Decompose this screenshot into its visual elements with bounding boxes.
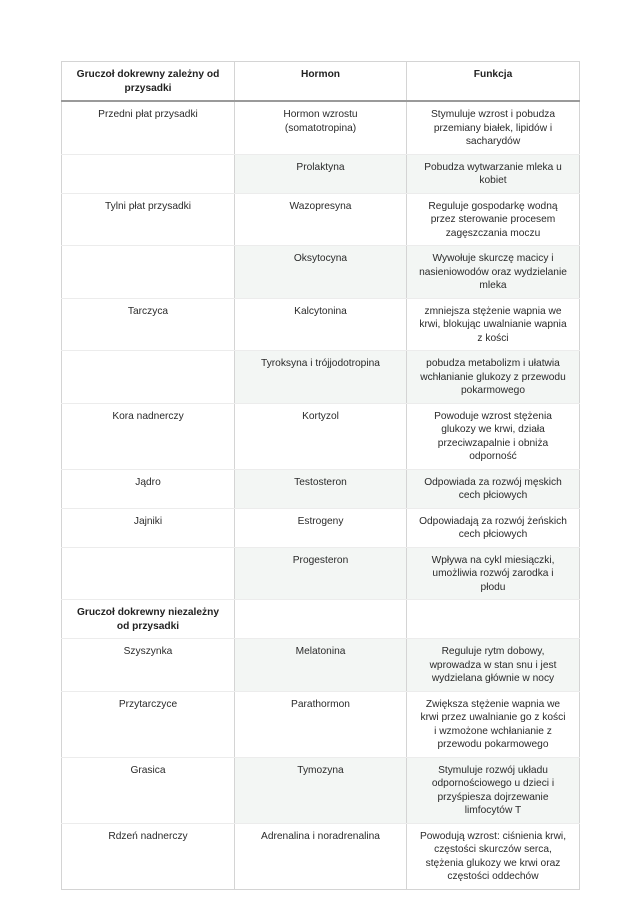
header-gland: Gruczoł dokrewny zależny od przysadki xyxy=(62,62,235,102)
cell-function xyxy=(407,600,580,639)
cell-hormone: Testosteron xyxy=(235,469,407,508)
cell-gland xyxy=(62,351,235,404)
cell-function: Powodują wzrost: ciśnienia krwi, częstości skurczów serca, stężenia glukozy we krwi oraz częstości oddechów xyxy=(407,823,580,889)
cell-gland xyxy=(62,154,235,193)
table-row xyxy=(62,246,580,299)
cell-function: Reguluje gospodarkę wodną przez sterowanie procesem zagęszczania moczu xyxy=(407,193,580,246)
cell-function: Zwiększa stężenie wapnia we krwi przez uwalnianie go z kości i wzmożone wchłanianie z przewodu pokarmowego xyxy=(407,691,580,757)
cell-gland: Rdzeń nadnerczy xyxy=(62,823,235,889)
cell-hormone: Kortyzol xyxy=(235,403,407,469)
cell-gland: Przytarczyce xyxy=(62,691,235,757)
cell-gland: Tarczyca xyxy=(62,298,235,351)
cell-gland: Kora nadnerczy xyxy=(62,403,235,469)
cell-function: Stymuluje wzrost i pobudza przemiany białek, lipidów i sacharydów xyxy=(407,101,580,154)
cell-function: Powoduje wzrost stężenia glukozy we krwi, działa przeciwzapalnie i obniża odporność xyxy=(407,403,580,469)
cell-hormone: Tyroksyna i trójjodotropina xyxy=(235,351,407,404)
table-row xyxy=(62,547,580,600)
header-hormone: Hormon xyxy=(235,62,407,102)
table-row xyxy=(62,298,580,351)
cell-gland: Przedni płat przysadki xyxy=(62,101,235,154)
cell-gland: Tylni płat przysadki xyxy=(62,193,235,246)
cell-function: Wywołuje skurczę macicy i nasieniowodów oraz wydzielanie mleka xyxy=(407,246,580,299)
cell-hormone: Adrenalina i noradrenalina xyxy=(235,823,407,889)
table-row xyxy=(62,508,580,547)
cell-function: Pobudza wytwarzanie mleka u kobiet xyxy=(407,154,580,193)
table-row xyxy=(62,154,580,193)
cell-hormone xyxy=(235,600,407,639)
cell-function: zmniejsza stężenie wapnia we krwi, blokując uwalnianie wapnia z kości xyxy=(407,298,580,351)
cell-hormone: Kalcytonina xyxy=(235,298,407,351)
cell-gland: Jądro xyxy=(62,469,235,508)
cell-hormone: Estrogeny xyxy=(235,508,407,547)
cell-hormone: Tymozyna xyxy=(235,757,407,823)
table-row xyxy=(62,193,580,246)
cell-hormone: Melatonina xyxy=(235,639,407,692)
table-row xyxy=(62,691,580,757)
table-row xyxy=(62,403,580,469)
table-header-row xyxy=(62,62,580,102)
cell-function: Reguluje rytm dobowy, wprowadza w stan snu i jest wydzielana głównie w nocy xyxy=(407,639,580,692)
cell-gland: Grasica xyxy=(62,757,235,823)
cell-hormone: Hormon wzrostu (somatotropina) xyxy=(235,101,407,154)
cell-hormone: Parathormon xyxy=(235,691,407,757)
cell-gland: Szyszynka xyxy=(62,639,235,692)
cell-hormone: Prolaktyna xyxy=(235,154,407,193)
table-row xyxy=(62,639,580,692)
cell-hormone: Progesteron xyxy=(235,547,407,600)
cell-function: Stymuluje rozwój układu odpornościowego u dzieci i przyśpiesza dojrzewanie limfocytów T xyxy=(407,757,580,823)
cell-function: Odpowiadają za rozwój żeńskich cech płciowych xyxy=(407,508,580,547)
table-row xyxy=(62,351,580,404)
header-function: Funkcja xyxy=(407,62,580,102)
cell-hormone: Wazopresyna xyxy=(235,193,407,246)
cell-function: pobudza metabolizm i ułatwia wchłanianie glukozy z przewodu pokarmowego xyxy=(407,351,580,404)
cell-section-title: Gruczoł dokrewny niezależny od przysadki xyxy=(62,600,235,639)
cell-hormone: Oksytocyna xyxy=(235,246,407,299)
cell-function: Wpływa na cykl miesiączki, umożliwia rozwój zarodka i płodu xyxy=(407,547,580,600)
cell-gland xyxy=(62,547,235,600)
table-row xyxy=(62,823,580,889)
cell-gland: Jajniki xyxy=(62,508,235,547)
cell-function: Odpowiada za rozwój męskich cech płciowych xyxy=(407,469,580,508)
table-row xyxy=(62,469,580,508)
section-row xyxy=(62,600,580,639)
table-row xyxy=(62,101,580,154)
hormone-table xyxy=(61,61,580,890)
cell-gland xyxy=(62,246,235,299)
table-row xyxy=(62,757,580,823)
